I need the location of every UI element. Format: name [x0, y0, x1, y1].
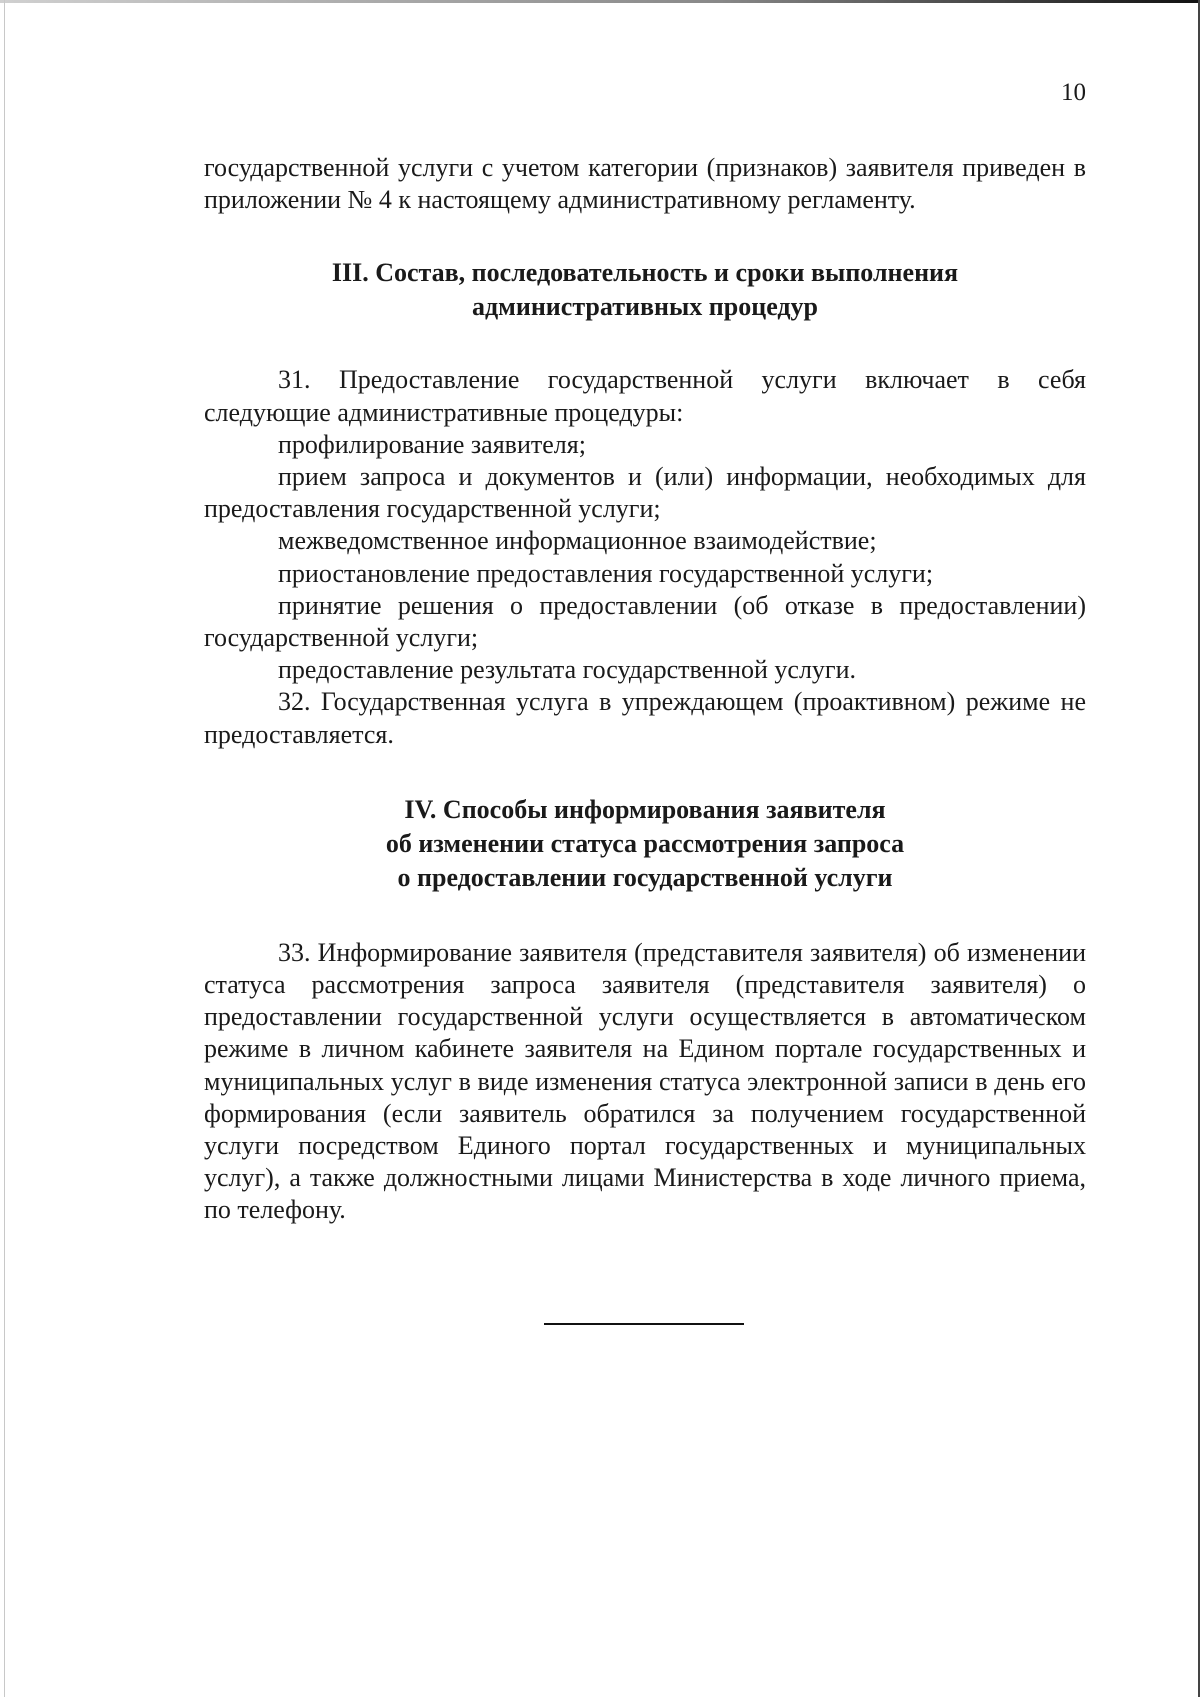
- spacer: [204, 216, 1086, 256]
- section-3-heading-line-1: III. Состав, последовательность и сроки выполнения: [331, 258, 959, 288]
- document-body: [204, 152, 1086, 1227]
- section-3-heading-line-2: административных процедур: [471, 292, 819, 322]
- procedure-item-2: прием запроса и документов и (или) информации, необходимых для предоставления государственной услуги;: [204, 462, 1086, 524]
- section-3-heading: [204, 256, 1086, 324]
- section-4-heading-line-1: IV. Способы информирования заявителя: [404, 794, 886, 824]
- paragraph-33: 33. Информирование заявителя (представителя заявителя) об изменении статуса рассмотрения запроса заявителя (представителя заявителя) о предоставлении государственной услуги осуществляется в автоматическом режиме в личном кабинете заявителя на Едином портале государственных и муниципальных услуг в виде изменения статуса электронной записи в день его формирования (если заявитель обратился за получением государственной услуги посредством Единого портал государственных и муниципальных услуг), а также должностными лицами Министерства в ходе личного приема, по телефону.: [204, 937, 1086, 1225]
- section-4-heading-line-2: об изменении статуса рассмотрения запроса: [385, 828, 905, 858]
- paragraph-32: 32. Государственная услуга в упреждающем (проактивном) режиме не предоставляется.: [204, 687, 1086, 749]
- procedure-item-4: приостановление предоставления государственной услуги;: [278, 558, 934, 588]
- procedure-item-6: предоставление результата государственной услуги.: [278, 655, 857, 685]
- procedure-item-5: принятие решения о предоставлении (об отказе в предоставлении) государственной услуги;: [204, 590, 1086, 653]
- spacer: [204, 751, 1086, 793]
- procedure-item-1: профилирование заявителя;: [278, 429, 586, 459]
- procedure-item-3: межведомственное информационное взаимодействие;: [278, 526, 877, 556]
- section-4-heading: [204, 793, 1086, 895]
- section-4-heading-line-3: о предоставлении государственной услуги: [397, 862, 893, 892]
- intro-paragraph: государственной услуги с учетом категории (признаков) заявителя приведен в приложении № 4 к настоящему административному регламенту.: [204, 153, 1086, 215]
- scan-edge-left: [4, 0, 5, 1697]
- page-number: 10: [1061, 79, 1086, 106]
- spacer: [204, 895, 1086, 937]
- scan-edge-top: [0, 0, 1200, 3]
- end-of-text-rule: [544, 1323, 744, 1325]
- paragraph-31: 31. Предоставление государственной услуги включает в себя следующие административные процедуры:: [204, 365, 1086, 427]
- spacer: [204, 324, 1086, 364]
